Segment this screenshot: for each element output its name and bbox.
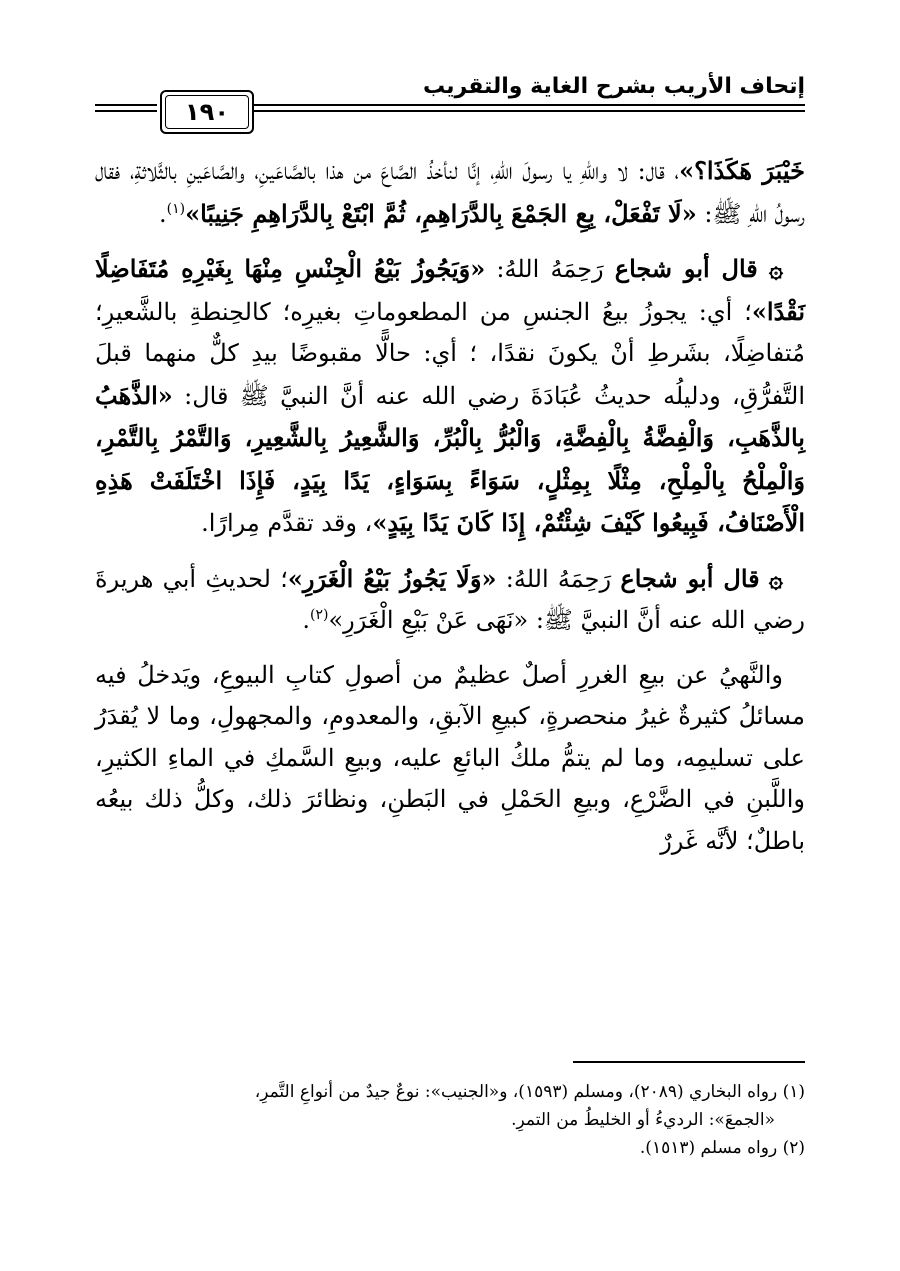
honorific: رَحِمَهُ اللهُ: [485,255,615,283]
paragraph [95,150,805,235]
body-text: . [302,606,311,634]
speaker: قال أبو شجاع [620,563,760,593]
running-title: إتحاف الأريب بشرح الغاية والتقريب [422,74,805,99]
page-header [95,60,805,140]
footnote-ref: (٢) [310,607,329,623]
paragraph [95,248,805,545]
section-mark-icon: ۞ [768,254,784,283]
honorific: رَحِمَهُ اللهُ: [496,564,621,593]
body-text: . [158,199,167,228]
header-rule [95,104,157,112]
hadith-text: «نَهَى عَنْ بَيْعِ الْغَرَرِ» [328,606,529,634]
footnote-divider [573,1061,805,1063]
paragraph [95,558,805,642]
footnote-item: (١) رواه البخاري (٢٠٨٩)، ومسلم (١٥٩٣)، و«الجنيب»: نوعٌ جيدٌ من أنواعِ التَّمرِ، [254,1082,805,1102]
footnote-ref: (١) [166,200,186,217]
hadith-text: «لَا تَفْعَلْ، بِعِ الجَمْعَ بِالدَّرَاهِمِ، ثُمَّ ابْتَعْ بِالدَّرَاهِمِ جَنِيبًا» [185,198,697,228]
hadith-text: «الذَّهَبُ بِالذَّهَبِ، وَالْفِضَّةُ بِالْفِضَّةِ، وَالْبُرُّ بِالْبُرِّ، وَالشَّعِيرُ بِالشَّعِيرِ، وَالتَّمْرُ بِالتَّمْرِ، وَالْمِلْحُ بِالْمِلْحِ، مِثْلًا بِمِثْلٍ، سَوَاءً بِسَوَاءٍ، يَدًا بِيَدٍ، فَإِذَا اخْتَلَفَتْ هَذِهِ الْأَصْنَافُ، فَبِيعُوا كَيْفَ شِئْتُمْ، إِذَا كَانَ يَدًا بِيَدٍ» [95,380,805,537]
body-text: والنَّهيُ عن بيعِ الغررِ أصلٌ عظيمٌ من أصولِ كتابِ البيوعِ، ويَدخلُ فيه مسائلُ كثيرةٌ غيرُ منحصرةٍ، كبيعِ الآبقِ، والمعدومِ، والمجهولِ، وما لا يُقدَرُ على تسليمِه، وما لم يتمُّ ملكُ البائعِ عليه، وبيعِ السَّمكِ في الماءِ الكثيرِ، واللَّبنِ في الضَّرْعِ، وبيعِ الحَمْلِ في البَطنِ، ونظائرَ ذلك، وكلُّ ذلك بيعُه باطلٌ؛ لأنَّه غَررٌ [95,660,805,855]
footnote-item: (٢) رواه مسلم (١٥١٣). [639,1138,805,1158]
body-text: ، وقد تقدَّم مِرارًا. [201,509,373,537]
body-text: ؛ أي: يجوزُ بيعُ الجنسِ من المطعوماتِ بغيرِه؛ كالحِنطةِ بالشَّعيرِ؛ مُتفاضِلًا، بشَرطِ أنْ يكونَ نقدًا، ؛ أي: حالًّا مقبوضًا بيدِ كلٌّ منهما قبلَ التَّفرُّقِ، ودليلُه حديثُ عُبَادَةَ رضي الله عنه أنَّ النبيَّ ﷺ قال: [95,297,805,410]
page-number: ١٩٠ [160,90,254,134]
footnote-item: «الجمعَ»: الرديءُ أو الخليطُ من التمرِ. [511,1110,775,1130]
section-mark-icon: ۞ [768,563,783,593]
main-text [95,150,805,875]
footnotes [95,1078,805,1162]
hadith-text: خَيْبَرَ هَكَذَا؟» [679,156,805,185]
matn-quote: «وَلَا يَجُوزُ بَيْعُ الْغَرَرِ» [287,563,497,593]
header-rule [253,104,805,112]
body-text: ، قال: لا واللهِ يا رسولَ اللهِ، إنَّا لنأخذُ الصَّاعَ من هذا بالصَّاعَينِ، والصَّاعَينِ بالثَّلاثةِ، فقال رسولُ اللهِ ﷺ: [95,157,805,228]
paragraph [95,655,805,863]
speaker: قال أبو شجاع [614,254,758,283]
body-text: ؛ لحديثِ أبي هريرةَ رضي الله عنه أنَّ النبيَّ ﷺ: [95,564,805,634]
matn-quote: «وَيَجُوزُ بَيْعُ الْجِنْسِ مِنْهَا بِغَيْرِهِ مُتَفَاضِلًا نَقْدًا» [95,254,805,326]
